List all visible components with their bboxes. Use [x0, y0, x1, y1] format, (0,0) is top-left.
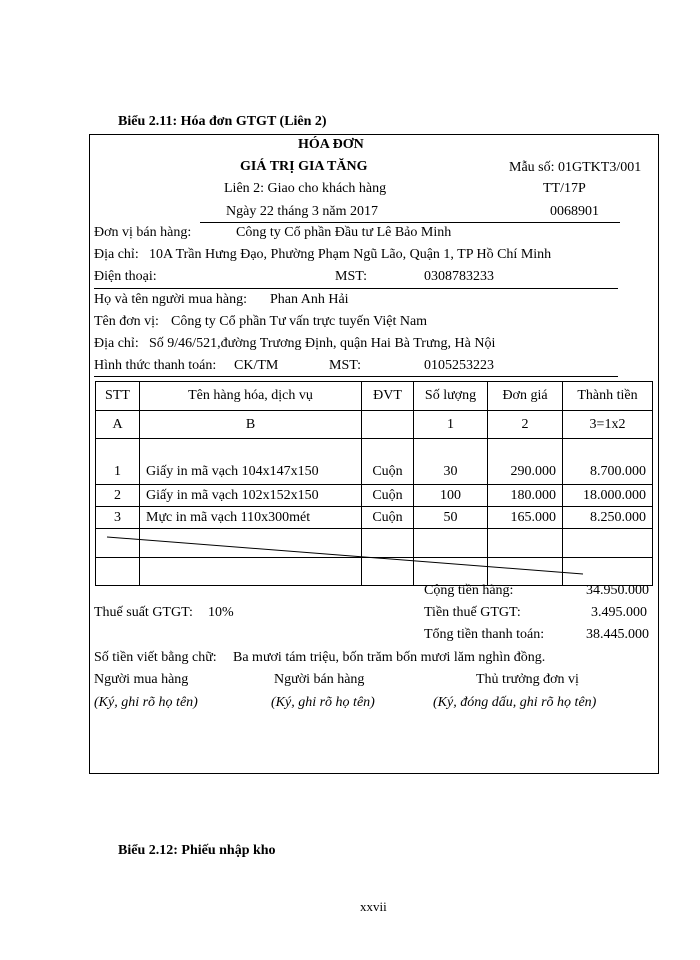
row-qty: 100 [414, 485, 488, 507]
invoice-form-no: Mẫu số: 01GTKT3/001 [509, 160, 642, 175]
buyer-divider [94, 376, 618, 377]
page-number: xxvii [360, 899, 387, 914]
col-header-qty: Số lượng [414, 382, 488, 411]
code-name: B [140, 411, 362, 439]
items-table [95, 381, 653, 586]
seller-address: 10A Trần Hưng Đạo, Phường Phạm Ngũ Lão, Quận 1, TP Hồ Chí Minh [149, 247, 552, 262]
invoice-number: 0068901 [550, 204, 599, 219]
header-divider [200, 222, 620, 223]
table-row [96, 439, 653, 485]
buyer-unit-label: Tên đơn vị: [94, 314, 159, 329]
signature-seller-role: Người bán hàng [274, 672, 365, 687]
table-row [96, 507, 653, 529]
invoice-subtitle: GIÁ TRỊ GIA TĂNG [240, 159, 368, 174]
row-name: Giấy in mã vạch 102x152x150 [140, 485, 362, 507]
col-header-unit: ĐVT [362, 382, 414, 411]
row-stt: 2 [96, 485, 140, 507]
amount-in-words: Ba mươi tám triệu, bốn trăm bốn mươi lăm nghìn đồng. [233, 650, 546, 665]
code-qty: 1 [414, 411, 488, 439]
buyer-address-label: Địa chỉ: [94, 336, 139, 351]
code-stt: A [96, 411, 140, 439]
row-unit: Cuộn [362, 439, 414, 485]
signature-director-role: Thủ trưởng đơn vị [476, 672, 579, 687]
row-qty: 50 [414, 507, 488, 529]
invoice-copy: Liên 2: Giao cho khách hàng [224, 181, 387, 196]
payment-label: Hình thức thanh toán: [94, 358, 217, 373]
seller-tax-label: MST: [335, 269, 367, 284]
buyer-address: Số 9/46/521,đường Trương Định, quận Hai Bà Trưng, Hà Nội [149, 336, 496, 351]
invoice-title: HÓA ĐƠN [298, 137, 364, 152]
amount-in-words-label: Số tiền viết bằng chữ: [94, 650, 217, 665]
subtotal-label: Cộng tiền hàng: [424, 583, 514, 598]
caption-warehouse-receipt: Biểu 2.12: Phiếu nhập kho [118, 843, 276, 858]
seller-phone-label: Điện thoại: [94, 269, 157, 284]
row-price: 290.000 [488, 439, 563, 485]
row-name: Mực in mã vạch 110x300mét [140, 507, 362, 529]
total-label: Tổng tiền thanh toán: [424, 627, 545, 642]
signature-buyer-note: (Ký, ghi rõ họ tên) [94, 695, 198, 710]
table-row [96, 485, 653, 507]
row-unit: Cuộn [362, 507, 414, 529]
total-value: 38.445.000 [586, 627, 649, 642]
row-name: Giấy in mã vạch 104x147x150 [140, 439, 362, 485]
subtotal-value: 34.950.000 [586, 583, 649, 598]
vat-label: Tiền thuế GTGT: [424, 605, 521, 620]
row-amount: 8.250.000 [563, 507, 653, 529]
seller-name-label: Đơn vị bán hàng: [94, 225, 192, 240]
seller-address-label: Địa chỉ: [94, 247, 139, 262]
vat-rate-value: 10% [208, 605, 234, 620]
vat-rate-label: Thuế suất GTGT: [94, 605, 193, 620]
row-price: 180.000 [488, 485, 563, 507]
code-amount: 3=1x2 [563, 411, 653, 439]
buyer-person: Phan Anh Hải [270, 292, 349, 307]
col-header-stt: STT [96, 382, 140, 411]
code-unit [362, 411, 414, 439]
col-header-name: Tên hàng hóa, dịch vụ [140, 382, 362, 411]
table-row-empty [96, 558, 653, 586]
buyer-tax-code: 0105253223 [424, 358, 494, 373]
signature-director-note: (Ký, đóng dấu, ghi rõ họ tên) [433, 695, 597, 710]
row-unit: Cuộn [362, 485, 414, 507]
row-stt: 1 [96, 439, 140, 485]
vat-value: 3.495.000 [591, 605, 647, 620]
payment-method: CK/TM [234, 358, 279, 373]
buyer-unit: Công ty Cổ phần Tư vấn trực tuyến Việt Nam [171, 314, 428, 329]
invoice-date: Ngày 22 tháng 3 năm 2017 [226, 204, 379, 219]
row-amount: 8.700.000 [563, 439, 653, 485]
caption-invoice: Biểu 2.11: Hóa đơn GTGT (Liên 2) [118, 114, 327, 129]
table-code-row [96, 411, 653, 439]
row-stt: 3 [96, 507, 140, 529]
row-amount: 18.000.000 [563, 485, 653, 507]
row-price: 165.000 [488, 507, 563, 529]
table-header-row [96, 382, 653, 411]
seller-name: Công ty Cổ phần Đầu tư Lê Bảo Minh [236, 225, 452, 240]
signature-seller-note: (Ký, ghi rõ họ tên) [271, 695, 375, 710]
buyer-person-label: Họ và tên người mua hàng: [94, 292, 248, 307]
col-header-amount: Thành tiền [563, 382, 653, 411]
signature-buyer-role: Người mua hàng [94, 672, 189, 687]
row-qty: 30 [414, 439, 488, 485]
buyer-tax-label: MST: [329, 358, 361, 373]
seller-tax-code: 0308783233 [424, 269, 494, 284]
invoice-series: TT/17P [543, 181, 586, 196]
code-price: 2 [488, 411, 563, 439]
table-row-empty [96, 529, 653, 558]
seller-divider [94, 288, 618, 289]
col-header-price: Đơn giá [488, 382, 563, 411]
